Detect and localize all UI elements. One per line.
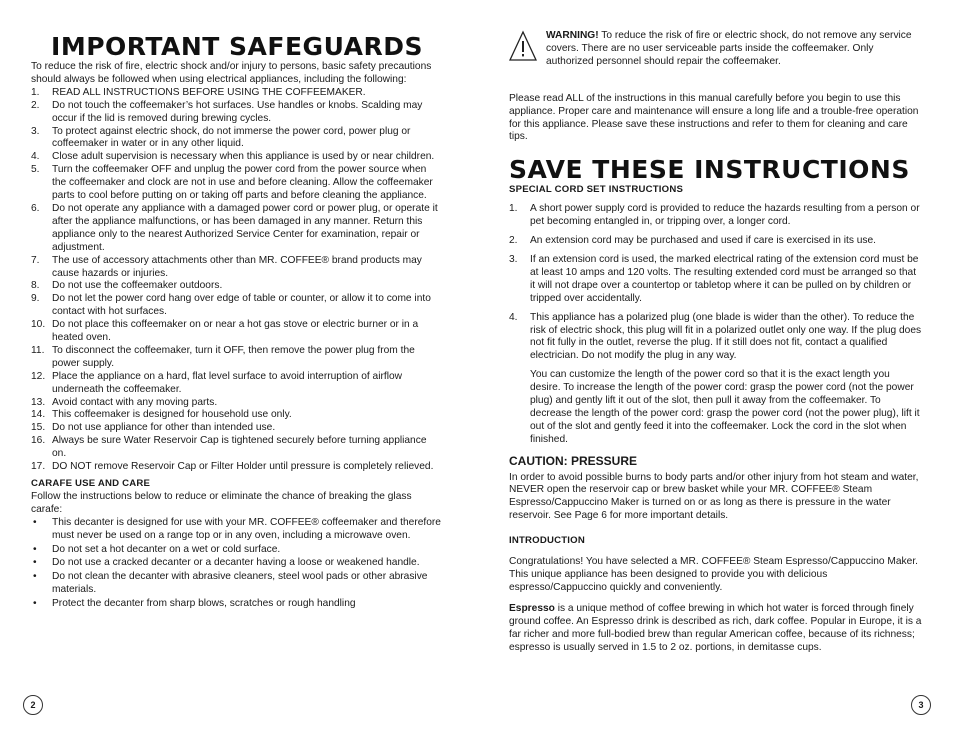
list-item: 12. Place the appliance on a hard, flat level surface to avoid interruption of airflow underneath the coffeemaker.: [31, 370, 402, 395]
list-item: • Do not set a hot decanter on a wet or cold surface.: [33, 543, 281, 555]
list-item: 13. Avoid contact with any moving parts.: [31, 396, 218, 408]
list-item: 10. Do not place this coffeemaker on or near a hot gas stove or electric burner or in a heated oven.: [31, 319, 419, 344]
cord-list: [509, 203, 923, 446]
list-item: • This decanter is designed for use with your MR. COFFEE® coffeemaker and therefore must never be used on a range top or in any oven, including a microwave oven.: [33, 516, 441, 541]
list-item: 17. DO NOT remove Reservoir Cap or Filter Holder until pressure is completely relieved.: [31, 461, 434, 473]
list-item: • Do not use a cracked decanter or a decanter having a loose or weakened handle.: [33, 557, 420, 569]
list-item: 9. Do not let the power cord hang over edge of table or counter, or allow it to come into contact with hot surfaces.: [31, 293, 431, 318]
list-item: 7. The use of accessory attachments other than MR. COFFEE® brand products may cause hazards or injuries.: [31, 254, 422, 279]
list-item: 2. An extension cord may be purchased and used if care is exercised in its use.: [509, 235, 876, 247]
page-number-left: 2: [23, 695, 43, 715]
caution-text: In order to avoid possible burns to body parts and/or other injury from hot steam and water, NEVER open the reservoir cap or brew basket while your MR. COFFEE® Steam Espresso/Cappuccino Maker is turned on or as long as there is pressure in the water reservoir. See Page 6 for more important details.: [509, 471, 919, 522]
left-column: [31, 30, 443, 612]
save-instructions-title: SAVE THESE INSTRUCTIONS: [509, 155, 910, 185]
list-item: 8. Do not use the coffeemaker outdoors.: [31, 280, 223, 292]
safeguards-list: [31, 87, 443, 474]
cord-length-paragraph: You can customize the length of the power cord so that it is the exact length you desire. To increase the length of the power cord: grasp the power cord (not the power plug) and gently lift it out of the slot, then pull it away from the coffeemaker. To decrease the length of the power cord: grasp the power cord (not the power plug), lift it out of the slot and gently feed it into the coffeemaker. Lock the cord in the slot when finished.: [530, 369, 920, 445]
caution-heading: CAUTION: PRESSURE: [509, 453, 638, 468]
carafe-heading: CARAFE USE AND CARE: [31, 478, 151, 489]
espresso-paragraph: Espresso is a unique method of coffee brewing in which hot water is forced through finely ground coffee. An Espresso drink is described as rich, dark coffee. Popular in Europe, it is a far richer and more full-bodied brew than regular American coffee, because of its richness; espresso is usually served in 1.5 to 2 oz. portions, in demitasse cups.: [509, 602, 922, 653]
list-item: 15. Do not use appliance for other than intended use.: [31, 422, 276, 434]
list-item: 3. If an extension cord is used, the marked electrical rating of the extension cord must be at least 10 amps and 120 volts. The resulting extended cord must be arranged so that it will not drape over a countertop or tabletop where it can be pulled on by children or tripped over accidentally.: [509, 253, 919, 304]
page-number-right: 3: [911, 695, 931, 715]
safeguards-intro: To reduce the risk of fire, electric shock and/or injury to persons, basic safety precautions should always be followed when using electrical appliances, including the following:: [31, 61, 432, 85]
list-item: 4. Close adult supervision is necessary when this appliance is used by or near children.: [31, 151, 435, 163]
list-item: 2. Do not touch the coffeemaker’s hot surfaces. Use handles or knobs. Scalding may occur if the lid is removed during brewing cycles.: [31, 99, 423, 124]
warning-text: WARNING! To reduce the risk of fire or electric shock, do not remove any service covers. There are no user serviceable parts inside the coffeemaker. Only authorized personnel should repair the coffeemaker.: [546, 30, 912, 67]
list-item: 6. Do not operate any appliance with a damaged power cord or power plug, or operate it after the appliance malfunctions, or has been damaged in any manner. Return this appliance only to the nearest Authorized Service Center for examination, repair or adjustment.: [31, 202, 438, 253]
list-item: 5. Turn the coffeemaker OFF and unplug the power cord from the power source when the coffeemaker and clock are not in use and before cleaning. Allow the coffeemaker parts to cool before putting on or taking off parts and before cleaning the appliance.: [31, 164, 433, 202]
right-column: [509, 30, 923, 654]
carafe-list: [31, 517, 443, 611]
carafe-intro: Follow the instructions below to reduce or eliminate the chance of breaking the glass carafe:: [31, 490, 412, 515]
warning-box: [509, 30, 923, 69]
important-safeguards-title: IMPORTANT SAFEGUARDS: [51, 32, 423, 61]
list-item: • Protect the decanter from sharp blows, scratches or rough handling: [33, 598, 356, 610]
list-item: 1. A short power supply cord is provided to reduce the hazards resulting from a person or pet becoming entangled in, or tripping over, a longer cord.: [509, 203, 920, 228]
introduction-heading: INTRODUCTION: [509, 535, 585, 547]
list-item: • Do not clean the decanter with abrasive cleaners, steel wool pads or other abrasive materials.: [33, 571, 428, 596]
list-item: 16. Always be sure Water Reservoir Cap is tightened securely before turning appliance on.: [31, 435, 427, 460]
read-all-paragraph: Please read ALL of the instructions in this manual carefully before you begin to use this appliance. Proper care and maintenance will ensure a long life and a trouble-free operation for this appliance. Please save these instructions and refer to them for cleaning and care tips.: [509, 92, 919, 143]
list-item: 14. This coffeemaker is designed for household use only.: [31, 409, 292, 421]
list-item: 3. To protect against electric shock, do not immerse the power cord, power plug or coffeemaker in water or in any other liquid.: [31, 125, 411, 150]
list-item: 11. To disconnect the coffeemaker, turn it OFF, then remove the power plug from the power supply.: [31, 344, 415, 369]
introduction-text: Congratulations! You have selected a MR. COFFEE® Steam Espresso/Cappuccino Maker. This unique appliance has been designed to provide you with delicious espresso/Cappuccino quickly and conveniently.: [509, 556, 918, 593]
warning-triangle-icon: [509, 30, 537, 62]
list-item: 1. READ ALL INSTRUCTIONS BEFORE USING THE COFFEEMAKER.: [31, 86, 366, 98]
list-item: 4. This appliance has a polarized plug (one blade is wider than the other). To reduce the risk of electric shock, this plug will fit in a polarized outlet only one way. If the plug does not fit fully in the outlet, reverse the plug. If it still does not fit, contact a qualified electrician. Do not modify the plug in any way. You can customize the length of the power cord so that it is the exact length you desire. To increase the length of the power cord: grasp the power cord (not the power plug) and gently lift it out of the slot, then pull it away from the coffeemaker. To decrease the length of the power cord: grasp the power cord (not the power plug), lift it out of the slot and gently feed it into the coffeemaker. Lock the cord in the slot when finished.: [509, 311, 922, 445]
cord-set-heading: SPECIAL CORD SET INSTRUCTIONS: [509, 184, 684, 196]
